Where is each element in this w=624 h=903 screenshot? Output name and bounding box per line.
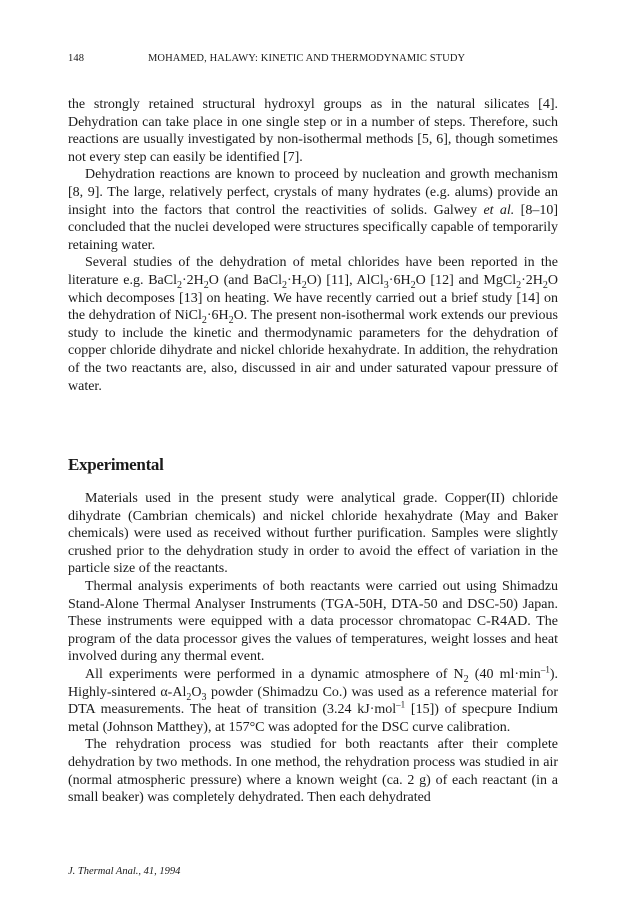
experimental-paragraph-1: Materials used in the present study were analytical grade. Copper(II) chloride dihydrate (Cambrian chemicals) and nickel chloride hexahydrate (May and Baker chemicals) were used as received without further purification. Samples were slightly crushed prior to the dehydration study in order to avoid the effect of variation in the particle size of the reactants. <box>68 491 558 577</box>
journal-footer: J. Thermal Anal., 41, 1994 <box>68 866 181 877</box>
experimental-paragraph-3: All experiments were performed in a dynamic atmosphere of $N_2$ (40 $ml\cdot\min^{-1}$). Highly-sintered $\alpha-Al_2O_3$ powder (Shimadzu Co.) was used as a reference material for DTA measurements. The heat of transition (3.24 kJ·mol$^{-1}$ [15]) of specpure Indium metal (Johnson Matthey), at 157°C was adopted for the DSC curve calibration. <box>68 664 559 735</box>
section-heading: Experimental <box>68 455 164 474</box>
experimental-paragraph-4: The rehydration process was studied for both reactants after their complete dehydration by two methods. In one method, the rehydration process was studied in air (normal atmospheric pressure) where a known weight (ca. 2 g) of each reactant (in a small beaker) was completely dehydrated. Then each dehydrated <box>68 737 558 806</box>
running-title: MOHAMED, HALAWY: KINETIC AND THERMODYNAMIC STUDY <box>148 53 466 64</box>
intro-paragraph-3: Several studies of the dehydration of metal chlorides have been reported in the literature e.g. $BaCl_2\cdot 2H_2O$ (and $BaCl_2\cdot H_2O$) [11], $AlCl_3\cdot 6H_2O$ [12] and $MgCl_2\cdot 2H_2O$ which decomposes [13] on heating. We have recently carried out a brief study [14] on the dehydration of $NiCl_2\cdot 6H_2O$. The present non-isothermal work extends our previous study to include the kinetic and thermodynamic parameters for the dehydration of copper chloride dihydrate and nickel chloride hexahydrate. In addition, the rehydration of the two reactants are, also, discussed in air and under saturated vapour pressure of water. <box>68 255 558 394</box>
intro-section <box>68 96 558 395</box>
running-header <box>68 53 558 69</box>
experimental-paragraph-2: Thermal analysis experiments of both reactants were carried out using Shimadzu Stand-Alone Thermal Analyser Instruments (TGA-50H, DTA-50 and DSC-50) Japan. These instruments were equipped with a data processor chromatopac C-R4AD. The program of the data processor gives the values of temperatures, weight losses and heat involved during any thermal event. <box>68 578 558 665</box>
page-number: 148 <box>68 53 85 64</box>
intro-paragraph-1: the strongly retained structural hydroxyl groups as in the natural silicates [4]. Dehydration can take place in one single step or in a number of steps. Therefore, such reactions are usually investigated by non-isothermal methods [5, 6], though sometimes not every step can easily be identified [7]. <box>68 97 558 165</box>
intro-paragraph-2: Dehydration reactions are known to proceed by nucleation and growth mechanism [8, 9]. The large, relatively perfect, crystals of many hydrates (e.g. alums) provide an insight into the factors that control the reactivities of solids. Galwey et al. [8–10] concluded that the nuclei developed were structures specifically capable of temporarily retaining water. <box>68 167 558 253</box>
experimental-section <box>68 490 558 807</box>
